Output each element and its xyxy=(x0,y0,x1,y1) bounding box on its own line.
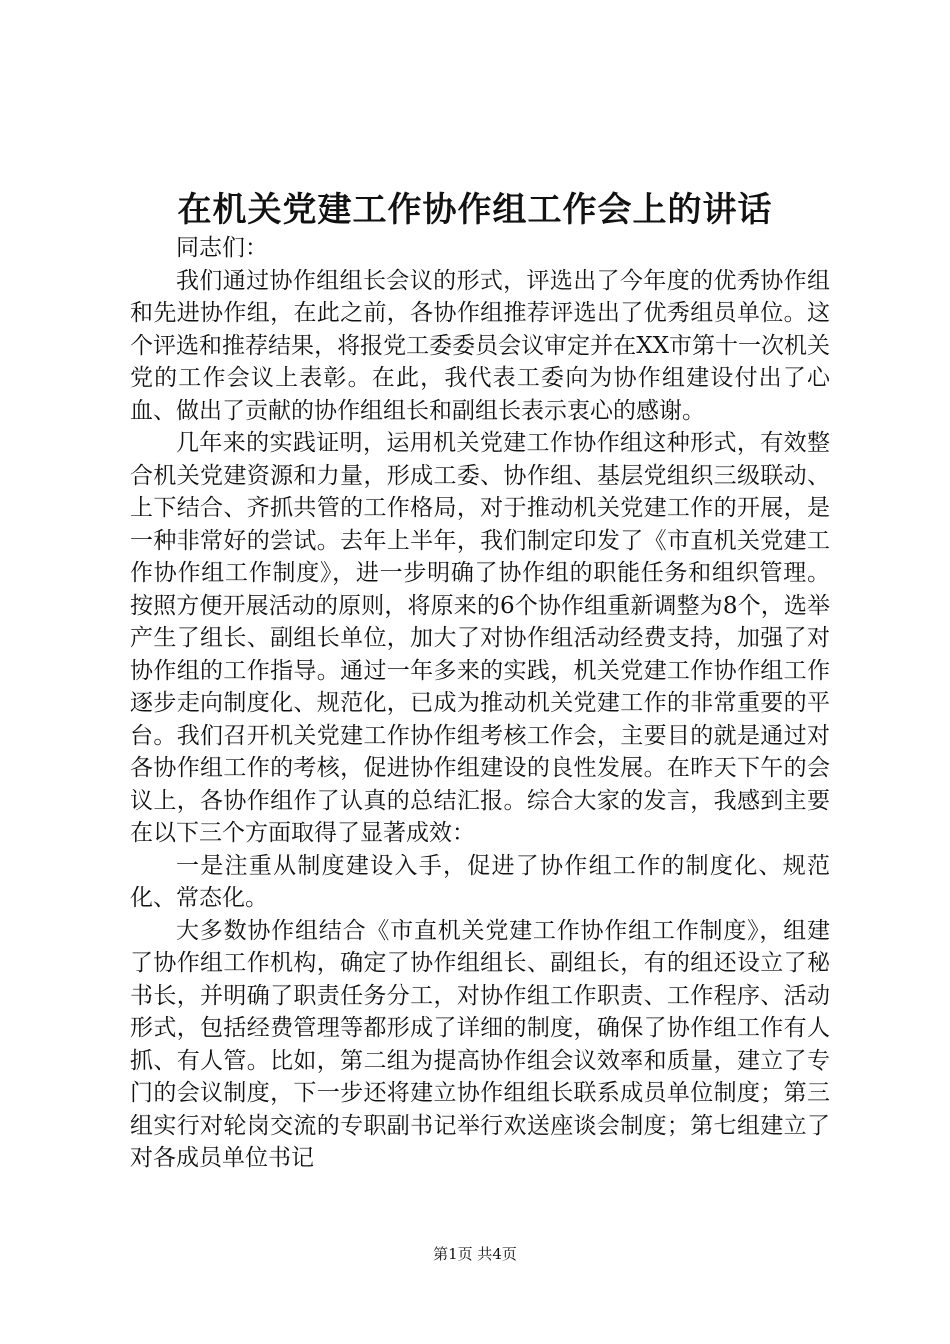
body-paragraph: 我们通过协作组组长会议的形式，评选出了今年度的优秀协作组和先进协作组，在此之前，各协作组推荐评选出了优秀组员单位。这个评选和推荐结果，将报党工委委员会议审定并在XX市第十一次机关党的工作会议上表彰。在此，我代表工委向为协作组建设付出了心血、做出了贡献的协作组组长和副组长表示衷心的感谢。 xyxy=(130,267,830,424)
body-paragraph: 一是注重从制度建设入手，促进了协作组工作的制度化、规范化、常态化。 xyxy=(130,852,830,911)
body-paragraph: 大多数协作组结合《市直机关党建工作协作组工作制度》，组建了协作组工作机构，确定了协作组组长、副组长，有的组还设立了秘书长，并明确了职责任务分工，对协作组工作职责、工作程序、活动形式，包括经费管理等都形成了详细的制度，确保了协作组工作有人抓、有人管。比如，第二组为提高协作组会议效率和质量，建立了专门的会议制度，下一步还将建立协作组组长联系成员单位制度；第三组实行对轮岗交流的专职副书记举行欢送座谈会制度；第七组建立了对各成员单位书记 xyxy=(130,917,830,1171)
body-paragraph: 几年来的实践证明，运用机关党建工作协作组这种形式，有效整合机关党建资源和力量，形成工委、协作组、基层党组织三级联动、上下结合、齐抓共管的工作格局，对于推动机关党建工作的开展，是一种非常好的尝试。去年上半年，我们制定印发了《市直机关党建工作协作组工作制度》，进一步明确了协作组的职能任务和组织管理。按照方便开展活动的原则，将原来的6个协作组重新调整为8个，选举产生了组长、副组长单位，加大了对协作组活动经费支持，加强了对协作组的工作指导。通过一年多来的实践，机关党建工作协作组工作逐步走向制度化、规范化，已成为推动机关党建工作的非常重要的平台。我们召开机关党建工作协作组考核工作会，主要目的就是通过对各协作组工作的考核，促进协作组建设的良性发展。在昨天下午的会议上，各协作组作了认真的总结汇报。综合大家的发言，我感到主要在以下三个方面取得了显著成效： xyxy=(130,430,830,846)
salutation-paragraph: 同志们： xyxy=(176,235,268,261)
document-title: 在机关党建工作协作组工作会上的讲话 xyxy=(177,190,773,230)
document-body xyxy=(130,232,830,1175)
page-number-footer: 第1页 共4页 xyxy=(433,1245,517,1263)
